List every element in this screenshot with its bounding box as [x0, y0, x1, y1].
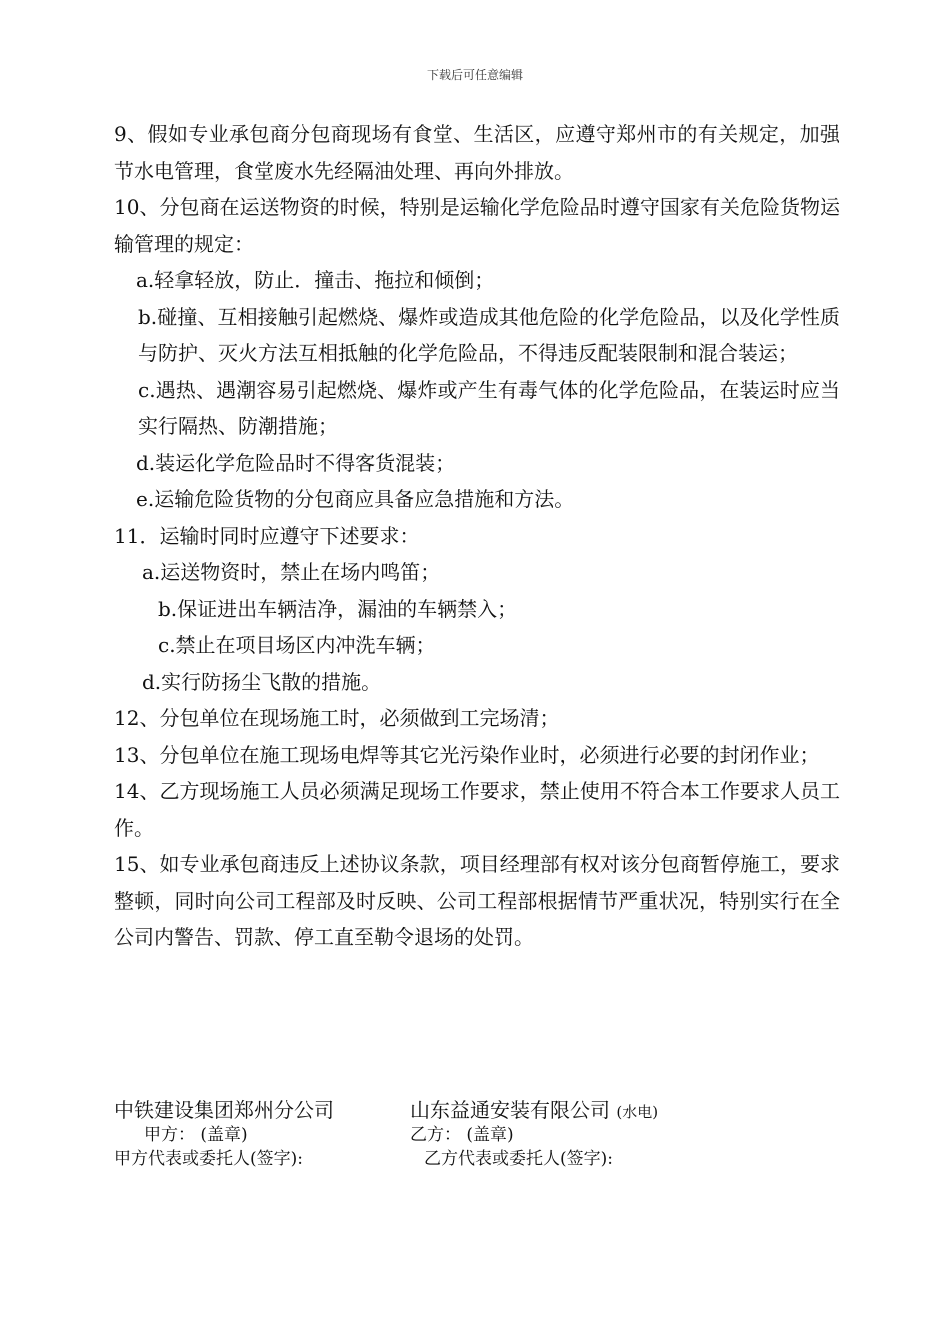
party-b-seal: 乙方： (盖章) — [410, 1125, 514, 1145]
clause-paragraph: 13、分包单位在施工现场电焊等其它光污染作业时，必须进行必要的封闭作业； — [114, 742, 820, 767]
party-b-company-wrap — [410, 1094, 658, 1123]
clause-paragraph: e.运输危险货物的分包商应具备应急措施和方法。 — [136, 487, 575, 511]
clause-paragraph: 12、分包单位在现场施工时，必须做到工完场清； — [114, 706, 560, 730]
signature-block — [114, 1094, 840, 1168]
clause-paragraph: d.实行防扬尘飞散的措施。 — [142, 669, 382, 694]
clause-paragraph: d.装运化学危险品时不得客货混装； — [136, 450, 456, 475]
clause-paragraph: 9、假如专业承包商分包商现场有食堂、生活区，应遵守郑州市的有关规定，加强节水电管理，食堂废水先经隔油处理、再向外排放。 — [114, 122, 840, 183]
seal-row — [114, 1120, 840, 1144]
clause-paragraph: c.禁止在项目场区内冲洗车辆； — [158, 633, 436, 657]
clause-paragraph: 15、如专业承包商违反上述协议条款，项目经理部有权对该分包商暂停施工，要求整顿，同时向公司工程部及时反映、公司工程部根据情节严重状况，特别实行在全公司内警告、罚款、停工直至勒令退场的处罚。 — [114, 852, 840, 949]
clause-paragraph: a.轻拿轻放，防止．撞击、拖拉和倾倒； — [136, 268, 495, 292]
clause-paragraph: b.保证进出车辆洁净，漏油的车辆禁入； — [158, 596, 518, 621]
company-row — [114, 1094, 840, 1120]
page-header: 下载后可任意编辑 — [426, 68, 523, 82]
representative-row — [114, 1144, 840, 1168]
clause-paragraph: a.运送物资时，禁止在场内鸣笛； — [142, 560, 441, 584]
clause-paragraph: 14、乙方现场施工人员必须满足现场工作要求，禁止使用不符合本工作要求人员工作。 — [114, 779, 840, 840]
party-b-company: 山东益通安装有限公司 — [410, 1098, 610, 1122]
party-b-representative: 乙方代表或委托人(签字): — [424, 1149, 613, 1169]
party-a-company: 中铁建设集团郑州分公司 — [114, 1098, 334, 1122]
clause-paragraph: 10、分包商在运送物资的时候，特别是运输化学危险品时遵守国家有关危险货物运输管理的规定： — [114, 195, 840, 256]
clause-paragraph: 11．运输时同时应遵守下述要求： — [114, 523, 420, 548]
party-b-note: (水电) — [616, 1103, 659, 1121]
clause-paragraph: c.遇热、遇潮容易引起燃烧、爆炸或产生有毒气体的化学危险品，在装运时应当实行隔热、防潮措施； — [138, 377, 840, 438]
clause-paragraph: b.碰撞、互相接触引起燃烧、爆炸或造成其他危险的化学危险品，以及化学性质与防护、灭火方法互相抵触的化学危险品，不得违反配装限制和混合装运； — [138, 304, 840, 365]
agreement-clauses — [114, 116, 840, 956]
party-a-representative: 甲方代表或委托人(签字): — [114, 1149, 303, 1169]
party-a-seal: 甲方： (盖章) — [144, 1125, 248, 1145]
